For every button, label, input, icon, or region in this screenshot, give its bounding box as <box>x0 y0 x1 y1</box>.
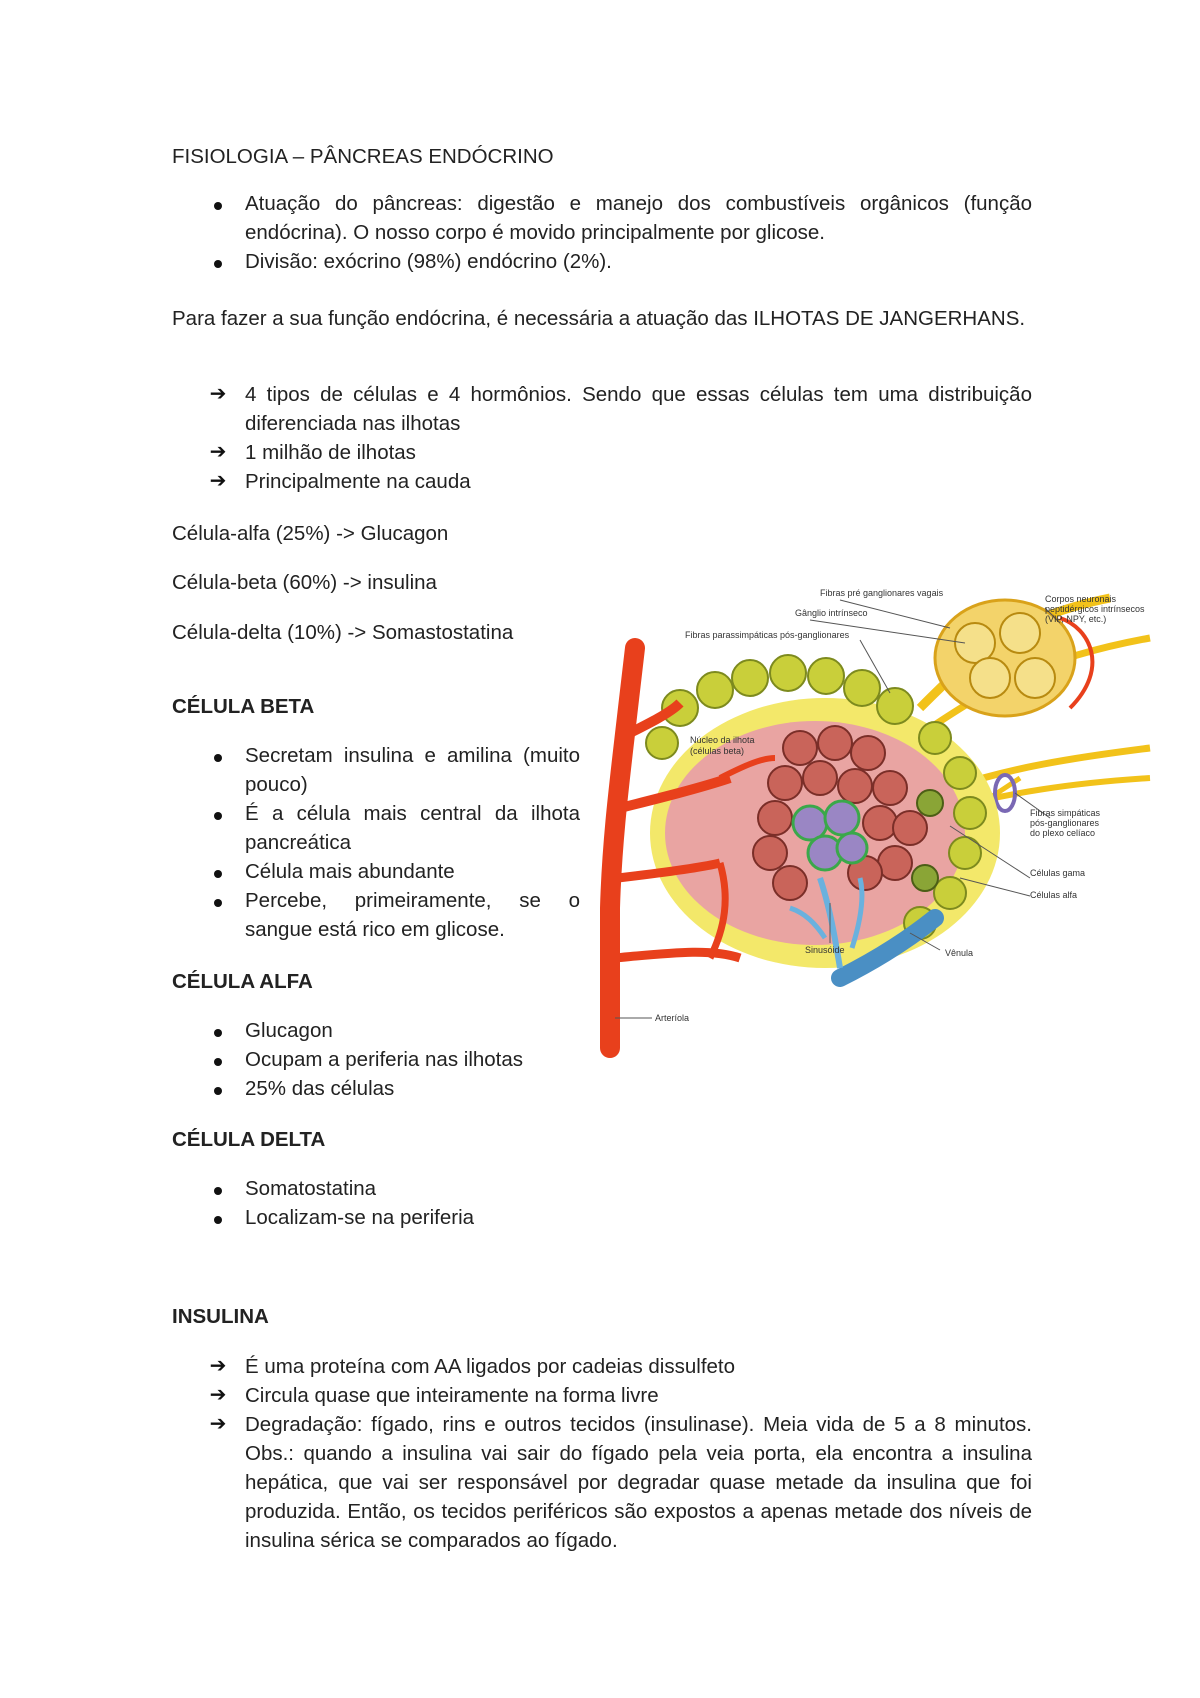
list-item: 25% das células <box>172 1074 772 1103</box>
label-corpos-1: Corpos neuronais <box>1045 594 1117 604</box>
bullet-dot-icon <box>208 1203 228 1232</box>
label-fibras-simp-2: pós-ganglionares <box>1030 818 1100 828</box>
label-arteriola: Arteríola <box>655 1013 690 1023</box>
list-item: ➔ Circula quase que inteiramente na forma livre <box>172 1381 1032 1410</box>
list-item: Ocupam a periferia nas ilhotas <box>172 1045 772 1074</box>
list-item: Percebe, primeiramente, se o sangue está rico em glicose. <box>172 886 580 944</box>
delta-heading: CÉLULA DELTA <box>172 1128 326 1151</box>
bullet-dot-icon <box>208 857 228 886</box>
list-item: ➔ 4 tipos de células e 4 hormônios. Sendo que essas células tem uma distribuição diferenciada nas ilhotas <box>172 380 1032 438</box>
beta-heading: CÉLULA BETA <box>172 695 315 718</box>
bullet-dot-icon <box>208 741 228 770</box>
label-fibras-simp-1: Fibras simpáticas <box>1030 808 1101 818</box>
list-item: Glucagon <box>172 1016 772 1045</box>
label-fibras-simp-3: do plexo celíaco <box>1030 828 1096 838</box>
document-title: FISIOLOGIA – PÂNCREAS ENDÓCRINO <box>172 145 554 168</box>
arrow-right-icon: ➔ <box>209 1384 227 1406</box>
ilhotas-paragraph: Para fazer a sua função endócrina, é necessária a atuação das ILHOTAS DE JANGERHANS. <box>172 307 1026 330</box>
insulina-heading: INSULINA <box>172 1305 269 1328</box>
alfa-heading: CÉLULA ALFA <box>172 970 313 993</box>
list-item: ➔ É uma proteína com AA ligados por cadeias dissulfeto <box>172 1352 1032 1381</box>
list-item: Somatostatina <box>172 1174 772 1203</box>
bullet-dot-icon <box>208 189 228 218</box>
arrow-right-icon: ➔ <box>209 1413 227 1435</box>
bullet-dot-icon <box>208 1016 228 1045</box>
bullet-dot-icon <box>208 247 228 276</box>
bullet-dot-icon <box>208 1045 228 1074</box>
arrow-right-icon: ➔ <box>209 441 227 463</box>
intro-bullet-list <box>172 189 1032 276</box>
label-corpos-2: peptidérgicos intrínsecos <box>1045 604 1145 614</box>
label-venula: Vênula <box>945 948 974 958</box>
label-fibras-pre: Fibras pré ganglionares vagais <box>820 588 944 598</box>
list-item: Atuação do pâncreas: digestão e manejo dos combustíveis orgânicos (função endócrina). O nosso corpo é movido principalmente por glicose. <box>172 189 1032 247</box>
insulina-arrow-list <box>172 1352 1032 1555</box>
list-item: Secretam insulina e amilina (muito pouco) <box>172 741 580 799</box>
list-item: ➔ 1 milhão de ilhotas <box>172 438 1032 467</box>
pancreatic-islet-illustration <box>590 578 1160 1068</box>
bullet-dot-icon <box>208 1174 228 1203</box>
islet-diagram <box>590 578 1160 1068</box>
label-fibras-parass: Fibras parassimpáticas pós-ganglionares <box>685 630 850 640</box>
delta-bullet-list <box>172 1174 772 1232</box>
beta-bullet-list <box>172 741 580 944</box>
arrow-right-icon: ➔ <box>209 1355 227 1377</box>
label-corpos-3: (VIP, NPY, etc.) <box>1045 614 1107 624</box>
bullet-dot-icon <box>208 1074 228 1103</box>
ilhotas-arrow-list <box>172 380 1032 496</box>
label-sinusoide: Sinusóide <box>805 945 845 955</box>
label-celulas-gama: Células gama <box>1030 868 1086 878</box>
cell-type-delta: Célula-delta (10%) -> Somastostatina <box>172 621 514 644</box>
list-item: Célula mais abundante <box>172 857 580 886</box>
label-ganglio: Gânglio intrínseco <box>795 608 868 618</box>
label-nucleo-1: Núcleo da ilhota <box>690 735 755 745</box>
cell-type-beta: Célula-beta (60%) -> insulina <box>172 571 437 594</box>
list-item: ➔ Principalmente na cauda <box>172 467 1032 496</box>
cell-type-alfa: Célula-alfa (25%) -> Glucagon <box>172 522 449 545</box>
list-item: ➔ Degradação: fígado, rins e outros tecidos (insulinase). Meia vida de 5 a 8 minutos. Obs.: quando a insulina vai sair do fígado pela veia porta, ela encontra a insulina hepática, que vai ser responsável por degradar quase metade da insulina que foi produzida. Então, os tecidos periféricos são expostos a apenas metade dos níveis de insulina sérica se comparados ao fígado. <box>172 1410 1032 1555</box>
label-nucleo-2: (células beta) <box>690 746 745 756</box>
bullet-dot-icon <box>208 886 228 915</box>
arrow-right-icon: ➔ <box>209 470 227 492</box>
bullet-dot-icon <box>208 799 228 828</box>
list-item: É a célula mais central da ilhota pancreática <box>172 799 580 857</box>
list-item: Divisão: exócrino (98%) endócrino (2%). <box>172 247 1032 276</box>
list-item: Localizam-se na periferia <box>172 1203 772 1232</box>
arrow-right-icon: ➔ <box>209 383 227 405</box>
label-celulas-alfa: Células alfa <box>1030 890 1078 900</box>
islet <box>646 655 1000 968</box>
